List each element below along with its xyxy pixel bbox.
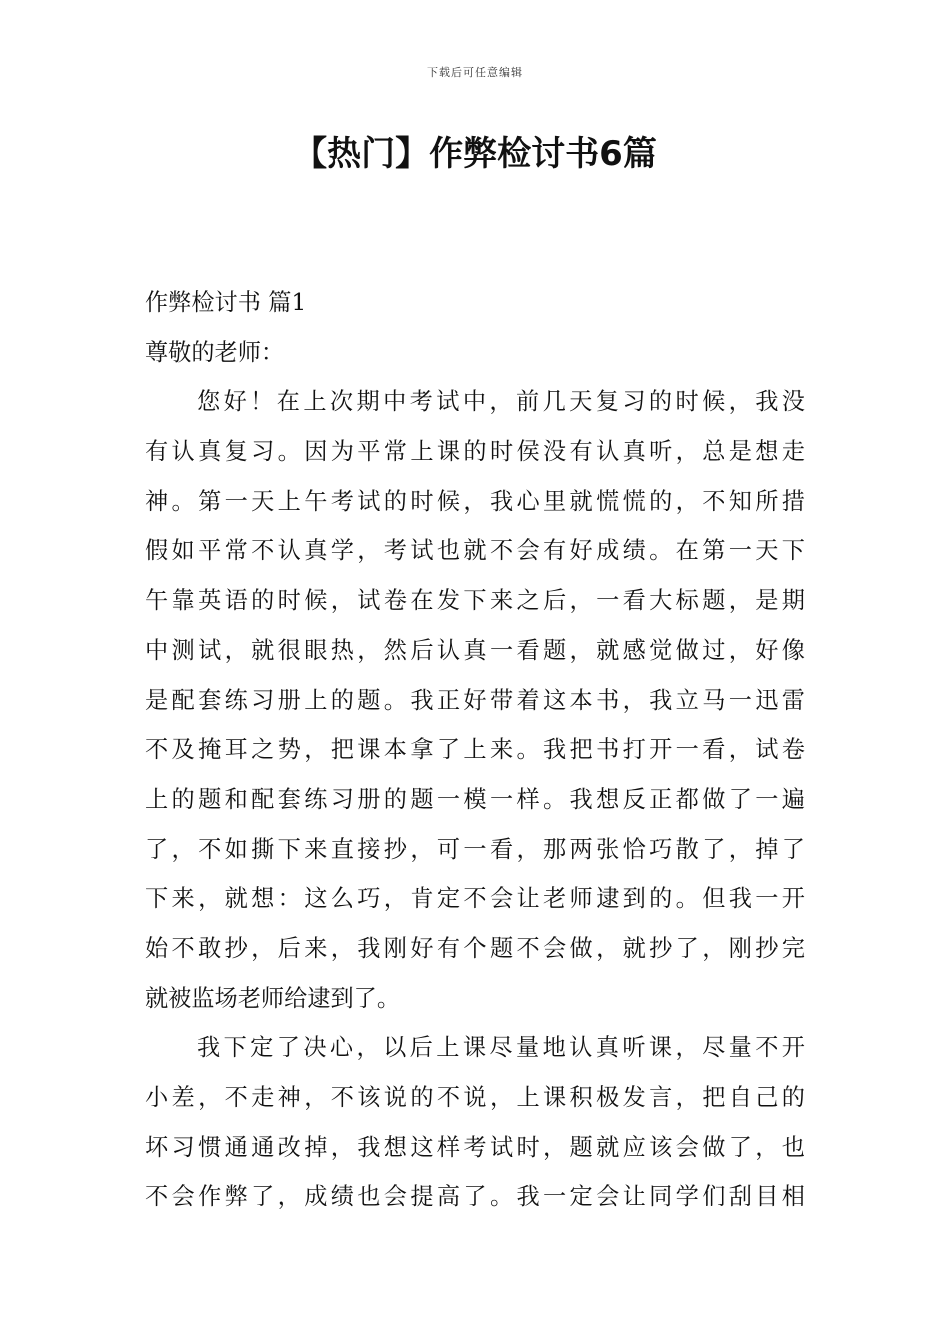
paragraph-line: 您好！在上次期中考试中，前几天复习的时候，我没 — [197, 388, 805, 416]
section-heading: 作弊检讨书 篇1 — [145, 289, 307, 316]
paragraph-line: 有认真复习。因为平常上课的时侯没有认真听，总是想走 — [145, 438, 805, 466]
document-body — [145, 278, 805, 1222]
paragraph-line: 午靠英语的时候，试卷在发下来之后，一看大标题，是期 — [145, 587, 805, 615]
paragraph-1 — [145, 377, 805, 1023]
paragraph-2 — [145, 1023, 805, 1222]
header-note: 下载后可任意编辑 — [427, 66, 523, 79]
paragraph-line: 下来，就想：这么巧，肯定不会让老师逮到的。但我一开 — [145, 885, 805, 913]
paragraph-line: 就被监场老师给逮到了。 — [145, 984, 401, 1012]
paragraph-line: 小差，不走神，不该说的不说，上课积极发言，把自己的 — [145, 1084, 805, 1111]
paragraph-line: 不会作弊了，成绩也会提高了。我一定会让同学们刮目相 — [145, 1183, 805, 1211]
paragraph-line: 我下定了决心，以后上课尽量地认真听课，尽量不开 — [197, 1034, 805, 1062]
paragraph-line: 始不敢抄，后来，我刚好有个题不会做，就抄了，刚抄完 — [145, 934, 805, 962]
document-title: 【热门】作弊检讨书6篇 — [293, 134, 657, 174]
paragraph-line: 假如平常不认真学，考试也就不会有好成绩。在第一天下 — [145, 537, 805, 565]
paragraph-line: 是配套练习册上的题。我正好带着这本书，我立马一迅雷 — [145, 686, 805, 714]
paragraph-line: 中测试，就很眼热，然后认真一看题，就感觉做过，好像 — [145, 636, 805, 664]
salutation: 尊敬的老师： — [145, 338, 285, 366]
paragraph-line: 坏习惯通通改掉，我想这样考试时，题就应该会做了，也 — [145, 1133, 805, 1161]
paragraph-line: 了，不如撕下来直接抄，可一看，那两张恰巧散了，掉了 — [145, 835, 805, 863]
paragraph-line: 神。第一天上午考试的时候，我心里就慌慌的，不知所措 — [145, 487, 805, 515]
paragraph-line: 不及掩耳之势，把课本拿了上来。我把书打开一看，试卷 — [145, 736, 805, 764]
paragraph-line: 上的题和配套练习册的题一模一样。我想反正都做了一遍 — [145, 785, 805, 813]
